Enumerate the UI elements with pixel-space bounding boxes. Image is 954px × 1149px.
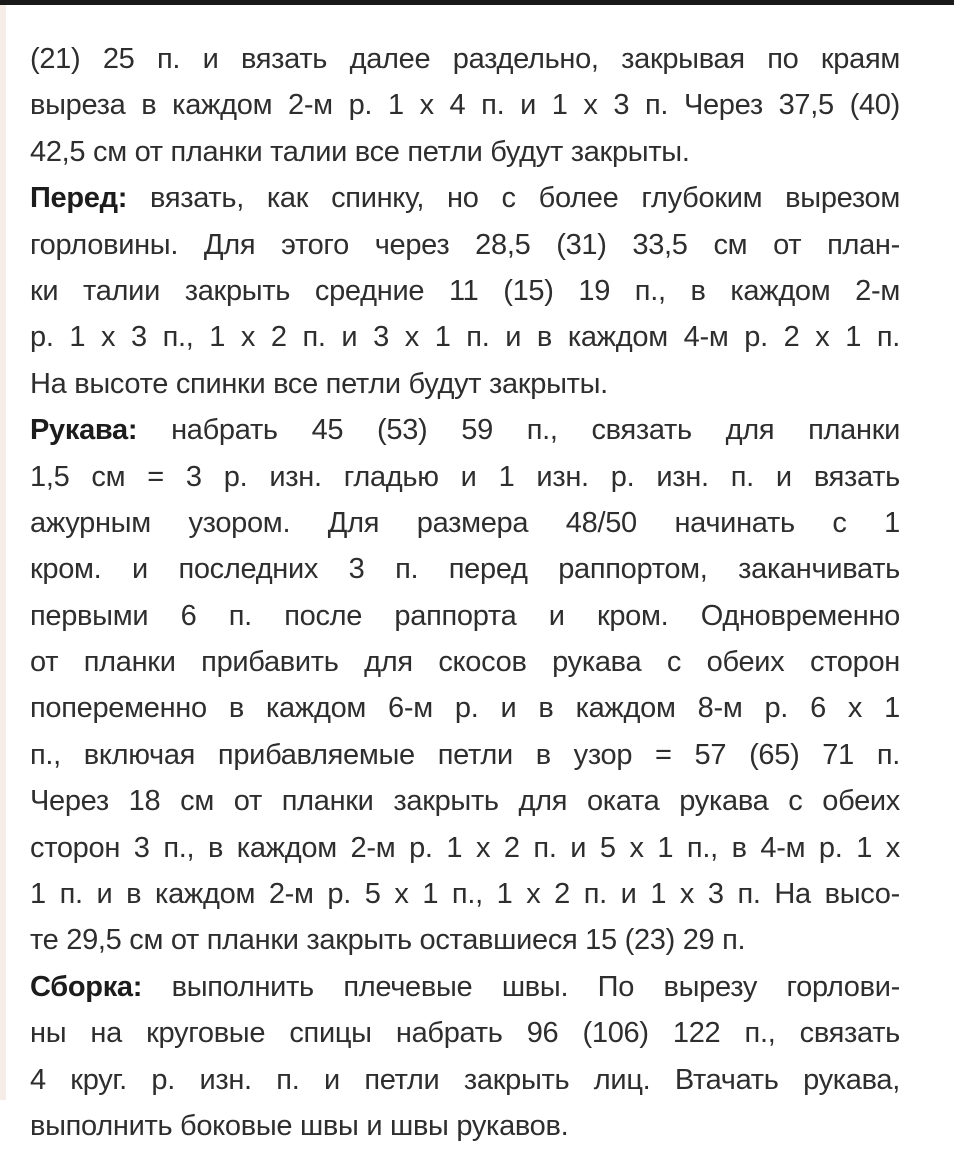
line-text: 1 п. и в каждом 2-м р. 5 х 1 п., 1 х 2 п. и 1 х 3 п. На высо- <box>30 878 900 911</box>
line-text: На высоте спинки все петли будут закрыты. <box>30 367 608 400</box>
line-text: выполнить боковые швы и швы рукавов. <box>30 1109 569 1142</box>
line-text: 4 круг. р. изн. п. и петли закрыть лиц. Втачать рукава, <box>30 1063 900 1096</box>
text-line <box>30 500 900 546</box>
line-text: (21) 25 п. и вязать далее раздельно, закрывая по краям <box>30 43 900 75</box>
text-line <box>30 917 900 963</box>
line-text: Через 18 см от планки закрыть для оката рукава с обеих <box>30 785 900 818</box>
top-border <box>0 0 954 5</box>
line-text: вязать, как спинку, но с более глубоким вырезом <box>127 182 900 215</box>
text-line <box>30 639 900 685</box>
line-text: ны на круговые спицы набрать 96 (106) 122 п., связать <box>30 1017 900 1050</box>
text-line <box>30 871 900 917</box>
text-line <box>30 1103 900 1149</box>
text-line <box>30 314 900 360</box>
knitting-instructions-text <box>30 36 900 1149</box>
line-text: 42,5 см от планки талии все петли будут закрыты. <box>30 135 690 168</box>
text-line <box>30 454 900 500</box>
line-text: р. 1 х 3 п., 1 х 2 п. и 3 х 1 п. и в каждом 4-м р. 2 х 1 п. <box>30 321 900 354</box>
text-line <box>30 175 900 221</box>
text-line <box>30 1057 900 1103</box>
section-heading: Сборка: <box>30 970 143 1003</box>
line-text: набрать 45 (53) 59 п., связать для планки <box>137 414 900 447</box>
line-text: горловины. Для этого через 28,5 (31) 33,5 см от план- <box>30 228 900 261</box>
text-line <box>30 407 900 453</box>
text-line <box>30 593 900 639</box>
text-line <box>30 129 900 175</box>
text-line <box>30 1010 900 1056</box>
line-text: 1,5 см = 3 р. изн. гладью и 1 изн. р. изн. п. и вязать <box>30 460 900 493</box>
line-text: сторон 3 п., в каждом 2-м р. 1 х 2 п. и 5 х 1 п., в 4-м р. 1 х <box>30 831 900 864</box>
line-text: выреза в каждом 2-м р. 1 х 4 п. и 1 х 3 п. Через 37,5 (40) <box>30 89 900 122</box>
text-line <box>30 82 900 128</box>
section-heading: Перед: <box>30 182 128 215</box>
text-line <box>30 825 900 871</box>
text-line <box>30 964 900 1010</box>
text-line <box>30 222 900 268</box>
line-text: ажурным узором. Для размера 48/50 начинать с 1 <box>30 506 900 539</box>
line-text: ки талии закрыть средние 11 (15) 19 п., в каждом 2-м <box>30 274 900 307</box>
line-text: выполнить плечевые швы. По вырезу горлови- <box>142 970 900 1003</box>
text-line <box>30 732 900 778</box>
line-text: п., включая прибавляемые петли в узор = 57 (65) 71 п. <box>30 738 900 771</box>
line-text: попеременно в каждом 6-м р. и в каждом 8-м р. 6 х 1 <box>30 692 900 725</box>
text-line <box>30 361 900 407</box>
line-text: кром. и последних 3 п. перед раппортом, заканчивать <box>30 553 900 586</box>
text-line <box>30 546 900 592</box>
line-text: первыми 6 п. после раппорта и кром. Одновременно <box>30 599 900 632</box>
text-line <box>30 778 900 824</box>
line-text: те 29,5 см от планки закрыть оставшиеся 15 (23) 29 п. <box>30 924 746 957</box>
section-heading: Рукава: <box>30 414 138 447</box>
text-line <box>30 36 900 82</box>
text-line <box>30 685 900 731</box>
left-edge-tint <box>0 5 6 1100</box>
text-line <box>30 268 900 314</box>
line-text: от планки прибавить для скосов рукава с обеих сторон <box>30 646 900 679</box>
